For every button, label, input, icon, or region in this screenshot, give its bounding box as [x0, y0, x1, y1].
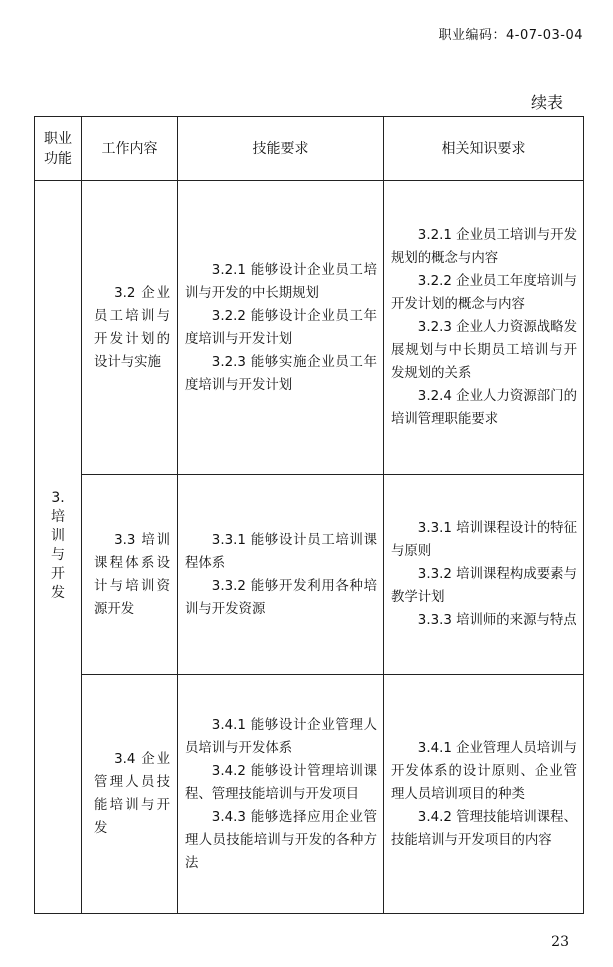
- content-cell: [82, 181, 178, 475]
- knowledge-item: 3.3.1 培训课程设计的特征与原则: [391, 521, 577, 559]
- work-content: 3.4 企业管理人员技能培训与开发: [94, 752, 170, 836]
- col-header-skills: 技能要求: [178, 117, 384, 181]
- knowledge-item: 3.2.4 企业人力资源部门的培训管理职能要求: [391, 389, 577, 427]
- knowledge-cell: [384, 181, 584, 475]
- knowledge-cell: [384, 475, 584, 675]
- knowledge-item: 3.4.2 管理技能培训课程、技能培训与开发项目的内容: [391, 809, 577, 848]
- skills-table: [34, 116, 584, 914]
- job-code: 职业编码：4-07-03-04: [438, 28, 583, 43]
- skill-item: 3.4.1 能够设计企业管理人员培训与开发体系: [185, 717, 377, 756]
- content-cell: [82, 675, 178, 914]
- skill-item: 3.3.1 能够设计员工培训课程体系: [185, 532, 377, 571]
- table-row: [35, 181, 584, 475]
- page-number: 23: [551, 934, 569, 950]
- skill-item: 3.3.2 能够开发利用各种培训与开发资源: [185, 578, 377, 617]
- skill-item: 3.4.3 能够选择应用企业管理人员技能培训与开发的各种方法: [185, 809, 377, 871]
- skill-item: 3.2.3 能够实施企业员工年度培训与开发计划: [185, 354, 377, 393]
- skill-item: 3.2.1 能够设计企业员工培训与开发的中长期规划: [185, 262, 377, 301]
- col-header-function: 职业 功能: [35, 117, 82, 181]
- col-header-content: 工作内容: [82, 117, 178, 181]
- knowledge-item: 3.4.1 企业管理人员培训与开发体系的设计原则、企业管理人员培训项目的种类: [391, 740, 577, 802]
- table-row: [35, 675, 584, 914]
- knowledge-item: 3.2.1 企业员工培训与开发规划的概念与内容: [391, 228, 577, 266]
- knowledge-item: 3.3.3 培训师的来源与特点: [417, 613, 577, 628]
- content-cell: [82, 475, 178, 675]
- skills-cell: [178, 475, 384, 675]
- continued-label: 续表: [530, 93, 563, 112]
- knowledge-cell: [384, 675, 584, 914]
- skill-item: 3.4.2 能够设计管理培训课程、管理技能培训与开发项目: [185, 763, 377, 802]
- table-header-row: [35, 117, 584, 181]
- table-row: [35, 475, 584, 675]
- knowledge-item: 3.2.2 企业员工年度培训与开发计划的概念与内容: [391, 274, 577, 312]
- function-cell: [35, 181, 82, 914]
- skills-cell: [178, 675, 384, 914]
- skill-item: 3.2.2 能够设计企业员工年度培训与开发计划: [185, 308, 377, 347]
- work-content: 3.2 企业员工培训与开发计划的设计与实施: [94, 285, 170, 370]
- skills-cell: [178, 181, 384, 475]
- work-content: 3.3 培训课程体系设计与培训资源开发: [94, 532, 170, 617]
- knowledge-item: 3.2.3 企业人力资源战略发展规划与中长期员工培训与开发规划的关系: [391, 320, 577, 381]
- function-label: 3. 培训与开发: [51, 490, 65, 601]
- knowledge-item: 3.3.2 培训课程构成要素与教学计划: [391, 567, 577, 605]
- col-header-knowledge: 相关知识要求: [384, 117, 584, 181]
